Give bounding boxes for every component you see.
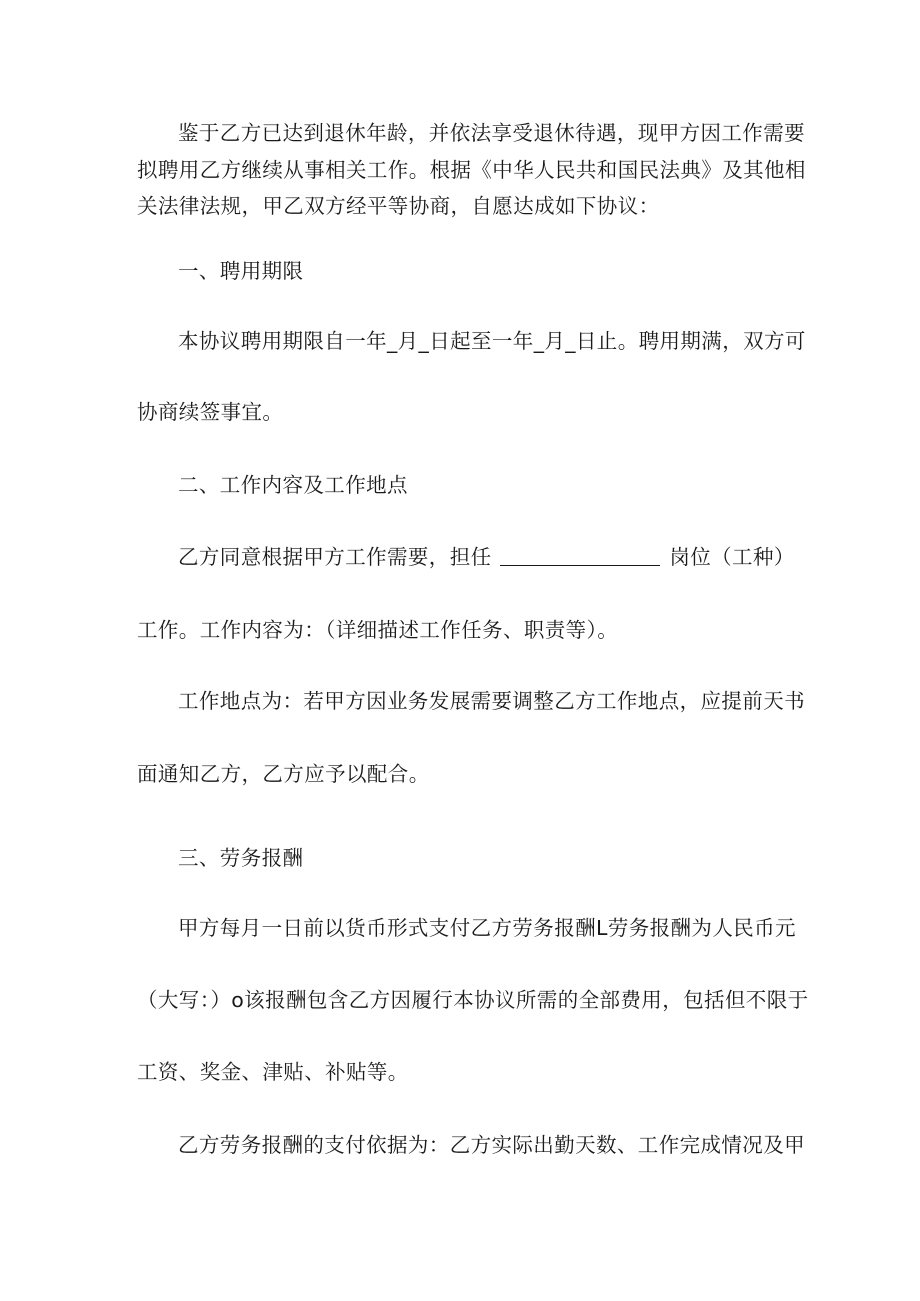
section-3-line-4: 乙方劳务报酬的支付依据为：乙方实际出勤天数、工作完成情况及甲 — [178, 1133, 805, 1157]
intro-line-3: 关法律法规，甲乙双方经平等协商，自愿达成如下协议： — [137, 194, 660, 218]
section-2-line-1-after: 岗位（工种） — [669, 545, 795, 569]
intro-line-1: 鉴于乙方已达到退休年龄，并依法享受退休待遇，现甲方因工作需要 — [178, 121, 805, 145]
section-1-line-1: 本协议聘用期限自一年_月_日起至一年_月_日止。聘用期满，双方可 — [178, 329, 806, 353]
section-2-line-1 — [178, 543, 795, 571]
section-2-line-4: 面通知乙方，乙方应予以配合。 — [137, 762, 430, 786]
intro-line-2: 拟聘用乙方继续从事相关工作。根据《中华人民共和国民法典》及其他相 — [137, 158, 806, 182]
section-2-line-3: 工作地点为：若甲方因业务发展需要调整乙方工作地点，应提前天书 — [178, 689, 805, 713]
section-3-heading: 三、劳务报酬 — [178, 846, 304, 870]
section-3-line-1: 甲方每月一日前以货币形式支付乙方劳务报酬L劳务报酬为人民币元 — [178, 916, 796, 940]
section-3-line-2: （大写：）o该报酬包含乙方因履行本协议所需的全部费用，包括但不限于 — [137, 988, 809, 1012]
section-1-heading: 一、聘用期限 — [178, 259, 304, 283]
section-2-line-1-before: 乙方同意根据甲方工作需要，担任 — [178, 545, 492, 569]
section-2-line-2: 工作。工作内容为：（详细描述工作任务、职责等）。 — [137, 618, 619, 642]
position-blank — [500, 545, 660, 566]
section-2-heading: 二、工作内容及工作地点 — [178, 473, 408, 497]
section-3-line-3: 工资、奖金、津贴、补贴等。 — [137, 1060, 409, 1084]
section-1-line-2: 协商续签事宜。 — [137, 400, 284, 424]
